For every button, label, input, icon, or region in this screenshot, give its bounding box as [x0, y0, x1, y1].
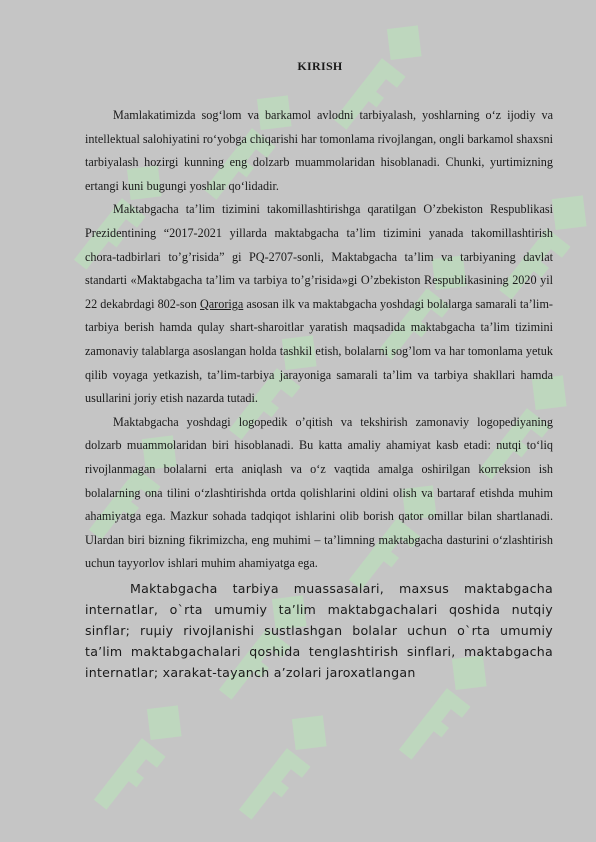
- diamond-f-logo-icon: [80, 689, 198, 821]
- diamond-f-logo-icon: [225, 699, 343, 831]
- paragraph-1-text: Mamlakatimizda sog‘lom va barkamol avlodni tarbiyalash, yoshlarning o‘z ijodiy va intellektual salohiyatini ro‘yobga chiqarishi har tomonlama rivojlangan, ongli barkamol shaxsni tarbiyalash hozirgi kunning eng dolzarb muammolaridan hisoblanadi. Chunki, yurtimizning ertangi kuni bugungi yoshlar qo‘lidadir.: [85, 108, 553, 193]
- paragraph-4-text: Maktabgacha tarbiya muassasalari, maxsus maktabgacha internatlar, o`rta umumiy ta’lim maktabgachalari qoshida nutqiy sinflar; ruµiy rivojlanishi sustlashgan bolalar uchun o`rta umumiy ta’lim maktabgachalari qoshida tenglashtirish sinflari, maktabgacha internatlar; xarakat-tayanch a’zolari jaroxatlangan: [85, 580, 553, 680]
- qaror-link[interactable]: Qaroriga: [199, 296, 244, 311]
- page-title: KIRISH: [297, 59, 343, 73]
- paragraph-1: [85, 104, 553, 198]
- paragraph-4: [85, 578, 553, 683]
- paragraph-3-text: Maktabgacha yoshdagi logopedik o’qitish va tekshirish zamonaviy logopediyaning dolzarb muammolaridan biri hisoblanadi. Bu katta amaliy ahamiyat kasb etadi: nutqi to‘liq rivojlanmagan bolalarni erta aniqlash va o‘z vaqtida amalga oshirilgan korreksion ish bolalarning ona tilini o‘zlashtirishda ortda qolishlarini oldini olish va bartaraf etishda muhim ahamiyatga ega. Mazkur sohada tadqiqot ishlarini olib borish qator omillar bilan shartlanadi. Ulardan biri bizning fikrimizcha, eng muhimi – ta’limning maktabgacha dasturini o‘zlashtirish uchun tayyorlov ishlari muhim ahamiyatga ega.: [85, 414, 553, 571]
- paragraph-2: [85, 198, 553, 410]
- paragraph-3: [85, 411, 553, 576]
- paragraph-2-text-before: Maktabgacha ta’lim tizimini takomillashtirishga qaratilgan O’zbekiston Respublikasi Prezidentining “2017-2021 yillarda maktabgacha ta’lim tizimini yanada takomillashtirish chora-tadbirlari to’g’risida” gi PQ-2707-sonli, Maktabgacha ta’lim va tarbiyaning davlat standarti «Maktabgacha ta’lim va tarbiya to’g’risida»gi O’zbekiston Respublikasining 2020 yil 22 dekabrdagi 802-son: [85, 202, 553, 311]
- document-body: [85, 104, 553, 683]
- paragraph-2-text-after: asosan ilk va maktabgacha yoshdagi bolalarga samarali ta’lim-tarbiya berish hamda qulay shart-sharoitlar yaratish maqsadida maktabgacha ta’lim tizimini zamonaviy talablarga asoslangan holda tashkil etish, bolalarni sog’lom va har tomonlama yetuk qilib voyaga yetkazish, ta’lim-tarbiya jarayoniga samarali ta’lim va tarbiya shakllari hamda usullarini joriy etish nazarda tutadi.: [85, 296, 553, 406]
